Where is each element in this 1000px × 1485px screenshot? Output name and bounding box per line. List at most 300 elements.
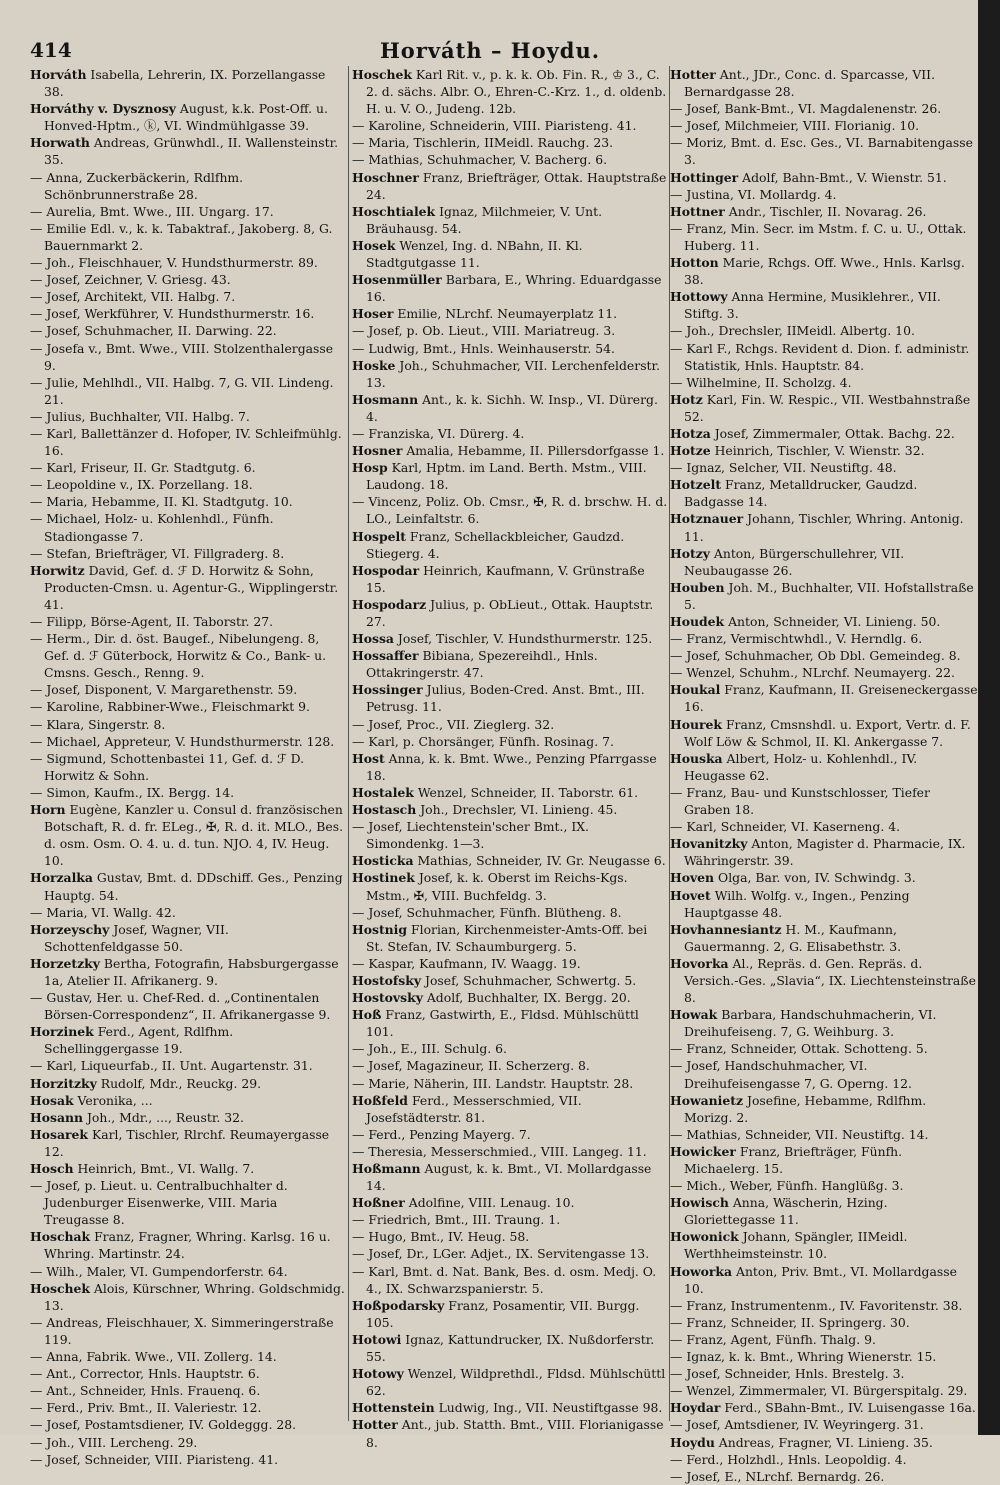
directory-entry — [30, 562, 345, 613]
entry-surname: Hostovsky — [352, 990, 423, 1006]
entry-surname: Hoschak — [30, 1229, 91, 1245]
entry-surname: Howak — [670, 1007, 718, 1023]
entry-text: — Mathias, Schneider, VII. Neustiftg. 14. — [670, 1126, 929, 1142]
directory-entry — [670, 100, 978, 117]
entry-surname: Hosner — [352, 443, 403, 459]
directory-entry — [670, 1228, 978, 1262]
directory-entry — [352, 271, 668, 305]
entry-text: Anton, Priv. Bmt., VI. Mollardgasse 10. — [684, 1263, 957, 1296]
directory-entry — [670, 1126, 978, 1143]
directory-entry — [352, 1194, 668, 1211]
directory-entry — [670, 579, 978, 613]
entry-text: Wenzel, Schneider, II. Taborstr. 61. — [417, 784, 639, 800]
directory-entry — [670, 613, 978, 630]
directory-entry — [352, 972, 668, 989]
entry-text: David, Gef. d. ℱ D. Horwitz & Sohn, Producten-Cmsn. u. Agentur-G., Wipplingerstr. 41. — [44, 562, 339, 612]
entry-text: Andreas, Grünwhdl., II. Wallensteinstr. 35. — [44, 135, 339, 168]
entry-text: Rudolf, Mdr., Reuckg. 29. — [100, 1075, 262, 1091]
directory-entry — [670, 835, 978, 869]
entry-text: — Karl, Schneider, VI. Kaserneng. 4. — [670, 819, 901, 835]
entry-text: — Josef, Bank-Bmt., VI. Magdalenenstr. 26. — [670, 101, 942, 117]
entry-surname: Hottenstein — [352, 1400, 435, 1416]
entry-surname: Hoske — [352, 357, 396, 373]
entry-surname: Howonick — [670, 1229, 739, 1245]
directory-entry — [352, 169, 668, 203]
entry-text: Julius, p. ObLieut., Ottak. Hauptstr. 27. — [366, 596, 654, 629]
directory-entry — [30, 869, 345, 903]
entry-surname: Hoven — [670, 870, 715, 886]
entry-surname: Hotowi — [352, 1331, 402, 1347]
page-header — [0, 38, 980, 68]
entry-surname: Hosek — [352, 237, 396, 253]
directory-entry — [670, 1040, 978, 1057]
entry-text: — Ferd., Holzhdl., Hnls. Leopoldig. 4. — [670, 1451, 907, 1467]
directory-entry — [352, 596, 668, 630]
column-divider — [348, 66, 349, 1421]
entry-text: Wenzel, Ing. d. NBahn, II. Kl. Stadtgutgasse 11. — [366, 237, 583, 271]
entry-text: — Ignaz, k. k. Bmt., Whring Wienerstr. 15. — [670, 1349, 937, 1365]
directory-entry — [670, 1314, 978, 1331]
directory-entry — [30, 510, 345, 544]
entry-text: Andr., Tischler, II. Novarag. 26. — [728, 203, 927, 219]
directory-entry — [670, 1057, 978, 1091]
entry-text: Alois, Kürschner, Whring. Goldschmidg. 13. — [44, 1280, 345, 1313]
entry-surname: Hostalek — [352, 784, 414, 800]
directory-entry — [352, 1075, 668, 1092]
entry-text: — Josefa v., Bmt. Wwe., VIII. Stolzenthalergasse 9. — [30, 340, 334, 373]
directory-entry — [670, 545, 978, 579]
entry-surname: Hosmann — [352, 391, 419, 407]
entry-surname: Hossa — [352, 631, 394, 647]
entry-text: — Ant., Corrector, Hnls. Hauptstr. 6. — [30, 1366, 260, 1382]
entry-surname: Hotton — [670, 255, 719, 271]
directory-entry — [670, 750, 978, 784]
directory-entry — [670, 476, 978, 510]
entry-surname: Hospodarz — [352, 596, 427, 612]
directory-entry — [670, 1399, 978, 1416]
entry-text: Josef, Schuhmacher, Schwertg. 5. — [424, 972, 637, 988]
entry-text: Albert, Holz- u. Kohlenhdl., IV. Heugasse 62. — [684, 750, 918, 783]
entry-text: H. M., Kaufmann, Gauermanng. 2, G. Elisabethstr. 3. — [684, 921, 902, 954]
entry-surname: Host — [352, 750, 385, 766]
entry-text: Franz, Briefträger, Fünfh. Michaelerg. 15. — [684, 1143, 903, 1176]
column-3 — [670, 66, 978, 1484]
directory-entry — [670, 425, 978, 442]
directory-entry — [30, 203, 345, 220]
directory-entry — [352, 1211, 668, 1228]
entry-text: — Maria, VI. Wallg. 42. — [30, 904, 176, 920]
directory-entry — [30, 630, 345, 681]
entry-text: — Anna, Zuckerbäckerin, Rdlfhm. Schönbrunnerstraße 28. — [30, 169, 244, 202]
entry-text: Veronika, ... — [77, 1092, 153, 1108]
directory-entry — [30, 904, 345, 921]
directory-entry — [352, 322, 668, 339]
entry-surname: Hoßpodarsky — [352, 1297, 445, 1313]
directory-entry — [30, 545, 345, 562]
directory-entry — [670, 818, 978, 835]
entry-text: — Aurelia, Bmt. Wwe., III. Ungarg. 17. — [30, 203, 274, 219]
entry-text: Franz, Metalldrucker, Gaudzd. Badgasse 14. — [684, 477, 918, 510]
directory-entry — [30, 1092, 345, 1109]
directory-entry — [30, 733, 345, 750]
directory-entry — [30, 1434, 345, 1451]
entry-text: — Josef, Architekt, VII. Halbg. 7. — [30, 289, 236, 305]
entry-text: — Moriz, Bmt. d. Esc. Ges., VI. Barnabitengasse 3. — [670, 135, 973, 168]
entry-text: — Julie, Mehlhdl., VII. Halbg. 7, G. VII. Lindeng. 21. — [30, 374, 334, 407]
entry-text: — Karl, Bmt. d. Nat. Bank, Bes. d. osm. Medj. O. 4., IX. Schwarzspanierstr. 5. — [352, 1263, 657, 1296]
directory-entry — [30, 288, 345, 305]
directory-entry — [352, 237, 668, 271]
entry-text: Franz, Kaufmann, II. Greiseneckergasse 16. — [684, 682, 978, 715]
directory-entry — [30, 750, 345, 784]
entry-text: Ant., jub. Statth. Bmt., VIII. Florianigasse 8. — [366, 1417, 664, 1450]
entry-text: Anna Hermine, Musiklehrer., VII. Stiftg. 3. — [684, 289, 941, 322]
directory-entry — [352, 904, 668, 921]
directory-entry — [670, 1348, 978, 1365]
entry-surname: Hottowy — [670, 289, 728, 305]
directory-entry — [30, 1382, 345, 1399]
entry-surname: Hovorka — [670, 955, 729, 971]
entry-text: August, k.k. Post-Off. u. Honved-Hptm., ⓚ, VI. Windmühlgasse 39. — [44, 101, 328, 134]
entry-text: — Josef, Postamtsdiener, IV. Goldeggg. 28. — [30, 1417, 297, 1433]
directory-entry — [30, 784, 345, 801]
entry-text: — Joh., Fleischhauer, V. Hundsthurmerstr. 89. — [30, 255, 318, 271]
entry-text: — Joh., E., III. Schulg. 6. — [352, 1041, 507, 1057]
directory-entry — [30, 425, 345, 459]
entry-text: Wilh. Wolfg. v., Ingen., Penzing Hauptgasse 48. — [684, 887, 910, 920]
directory-entry — [670, 254, 978, 288]
directory-entry — [670, 1177, 978, 1194]
directory-entry — [352, 493, 668, 527]
directory-entry — [352, 681, 668, 715]
directory-entry — [30, 374, 345, 408]
entry-text: — Josef, Milchmeier, VIII. Florianig. 10. — [670, 118, 920, 134]
entry-text: — Karl F., Rchgs. Revident d. Dion. f. administr. Statistik, Hnls. Hauptstr. 84. — [670, 340, 970, 373]
directory-entry — [30, 1416, 345, 1433]
entry-surname: Hosenmüller — [352, 272, 442, 288]
directory-entry — [352, 459, 668, 493]
directory-entry — [670, 186, 978, 203]
entry-surname: Hotter — [670, 67, 716, 82]
entry-surname: Hotowy — [352, 1366, 404, 1382]
entry-surname: Hosarek — [30, 1126, 88, 1142]
entry-surname: Hosann — [30, 1109, 83, 1125]
entry-text: — Michael, Holz- u. Kohlenhdl., Fünfh. Stadiongasse 7. — [30, 511, 274, 544]
entry-text: Josefine, Hebamme, Rdlfhm. Morizg. 2. — [684, 1092, 927, 1125]
entry-surname: Howisch — [670, 1195, 729, 1211]
entry-surname: Hoschner — [352, 169, 419, 185]
entry-surname: Horn — [30, 802, 66, 818]
directory-entry — [352, 869, 668, 903]
directory-entry — [352, 340, 668, 357]
directory-entry — [670, 391, 978, 425]
entry-text: Josef, Wagner, VII. Schottenfeldgasse 50. — [44, 921, 229, 954]
directory-entry — [670, 1416, 978, 1433]
entry-text: — Wilh., Maler, VI. Gumpendorferstr. 64. — [30, 1263, 288, 1279]
entry-text: — Franz, Schneider, II. Springerg. 30. — [670, 1314, 910, 1330]
entry-text: Joh. M., Buchhalter, VII. Hofstallstraße 5. — [684, 579, 974, 612]
entry-surname: Horzinek — [30, 1024, 94, 1040]
entry-text: Heinrich, Kaufmann, V. Grünstraße 15. — [366, 562, 645, 595]
directory-entry — [352, 1331, 668, 1365]
entry-text: — Emilie Edl. v., k. k. Tabaktraf., Jakoberg. 8, G. Bauernmarkt 2. — [30, 220, 333, 253]
directory-entry — [670, 1297, 978, 1314]
entry-text: Amalia, Hebamme, II. Pillersdorfgasse 1. — [406, 443, 665, 459]
entry-text: — Karl, Friseur, II. Gr. Stadtgutg. 6. — [30, 460, 256, 476]
entry-text: — Josef, Werkführer, V. Hundsthurmerstr. 16. — [30, 306, 315, 322]
entry-text: Franz, Briefträger, Ottak. Hauptstraße 24. — [366, 169, 667, 202]
entry-text: Karl Rit. v., p. k. k. Ob. Fin. R., ♔ 3., C. 2. d. sächs. Albr. O., Ehren-C.-Krz. 1., d. oldenb. H. u. V. O., Judeng. 12b. — [366, 67, 667, 117]
entry-text: — Joh., VIII. Lercheng. 29. — [30, 1434, 198, 1450]
entry-surname: Hovet — [670, 887, 711, 903]
directory-entry — [30, 408, 345, 425]
directory-entry — [352, 1092, 668, 1126]
entry-text: — Franz, Agent, Fünfh. Thalg. 9. — [670, 1331, 876, 1347]
directory-entry — [30, 100, 345, 134]
entry-text: Ant., k. k. Sichh. W. Insp., VI. Dürerg. 4. — [366, 391, 658, 424]
entry-text: — Sigmund, Schottenbastei 11, Gef. d. ℱ D. Horwitz & Sohn. — [30, 750, 305, 783]
entry-text: — Hugo, Bmt., IV. Heug. 58. — [352, 1229, 530, 1245]
entry-surname: Hoschek — [352, 67, 412, 82]
entry-text: Ferd., SBahn-Bmt., IV. Luisengasse 16a. — [724, 1400, 976, 1416]
directory-entry — [30, 955, 345, 989]
directory-entry — [30, 1348, 345, 1365]
entry-text: — Ludwig, Bmt., Hnls. Weinhauserstr. 54. — [352, 340, 615, 356]
entry-text: — Josef, Schneider, VIII. Piaristeng. 41. — [30, 1451, 279, 1467]
entry-text: Karl, Hptm. im Land. Berth. Mstm., VIII. Laudong. 18. — [366, 460, 647, 493]
entry-text: Bibiana, Spezereihdl., Hnls. Ottakringerstr. 47. — [366, 648, 598, 681]
entry-text: — Ignaz, Selcher, VII. Neustiftg. 48. — [670, 460, 897, 476]
directory-entry — [670, 1194, 978, 1228]
entry-text: — Anna, Fabrik. Wwe., VII. Zollerg. 14. — [30, 1349, 277, 1365]
directory-entry — [30, 1365, 345, 1382]
entry-text: Josef, Zimmermaler, Ottak. Bachg. 22. — [714, 425, 955, 441]
entry-text: — Ferd., Priv. Bmt., II. Valeriestr. 12. — [30, 1400, 262, 1416]
entry-text: Karl, Fin. W. Respic., VII. Westbahnstraße 52. — [684, 391, 971, 424]
entry-text: — Leopoldine v., IX. Porzellang. 18. — [30, 477, 253, 493]
directory-entry — [670, 681, 978, 715]
entry-text: Heinrich, Tischler, V. Wienstr. 32. — [714, 443, 925, 459]
entry-surname: Hourek — [670, 716, 722, 732]
entry-text: Josef, Tischler, V. Hundsthurmerstr. 125. — [397, 631, 653, 647]
directory-entry — [352, 1228, 668, 1245]
directory-entry — [670, 1143, 978, 1177]
entry-surname: Houdek — [670, 614, 725, 629]
entry-text: — Josef, Dr., LGer. Adjet., IX. Servitengasse 13. — [352, 1246, 650, 1262]
directory-entry — [30, 305, 345, 322]
entry-surname: Hostasch — [352, 802, 417, 818]
entry-text: Joh., Mdr., ..., Reustr. 32. — [86, 1109, 244, 1125]
entry-text: — Wenzel, Zimmermaler, VI. Bürgerspitalg. 29. — [670, 1383, 968, 1399]
entry-surname: Horzalka — [30, 870, 93, 886]
directory-entry — [352, 716, 668, 733]
entry-text: Bertha, Fotografin, Habsburgergasse 1a, Atelier II. Afrikanerg. 9. — [44, 955, 339, 988]
directory-entry — [670, 1092, 978, 1126]
directory-entry — [352, 818, 668, 852]
entry-surname: Houska — [670, 750, 723, 766]
entry-text: — Theresia, Messerschmied., VIII. Langeg. 11. — [352, 1143, 647, 1159]
directory-entry — [30, 1280, 345, 1314]
entry-text: — Vincenz, Poliz. Ob. Cmsr., ✠, R. d. brschw. H. d. LO., Leinfaltstr. 6. — [352, 494, 668, 527]
directory-entry — [670, 66, 978, 100]
directory-entry — [30, 1109, 345, 1126]
entry-text: — Franz, Bau- und Kunstschlosser, Tiefer Graben 18. — [670, 784, 930, 818]
entry-text: Heinrich, Bmt., VI. Wallg. 7. — [77, 1161, 255, 1176]
directory-entry — [352, 989, 668, 1006]
entry-surname: Hoschtialek — [352, 203, 436, 219]
directory-entry — [30, 801, 345, 869]
entry-text: Johann, Tischler, Whring. Antonig. 11. — [684, 511, 964, 544]
entry-text: — Gustav, Her. u. Chef-Red. d. „Continentalen Börsen-Correspondenz“, II. Afrikanergasse 9. — [30, 990, 331, 1023]
entry-text: Anton, Bürgerschullehrer, VII. Neubaugasse 26. — [684, 545, 905, 578]
entry-text: — Joh., Drechsler, IIMeidl. Albertg. 10. — [670, 323, 915, 339]
directory-entry — [352, 1416, 668, 1450]
entry-surname: Howanietz — [670, 1092, 744, 1108]
entry-text: — Klara, Singerstr. 8. — [30, 716, 166, 732]
directory-entry — [352, 442, 668, 459]
entry-text: — Josef, p. Ob. Lieut., VIII. Mariatreug. 3. — [352, 323, 616, 339]
entry-surname: Houben — [670, 579, 725, 595]
entry-text: — Josef, Schneider, Hnls. Brestelg. 3. — [670, 1366, 905, 1382]
directory-entry — [352, 801, 668, 818]
directory-entry — [352, 921, 668, 955]
directory-entry — [30, 716, 345, 733]
directory-entry — [352, 562, 668, 596]
directory-entry — [352, 66, 668, 117]
directory-entry — [670, 784, 978, 818]
entry-text: — Karoline, Schneiderin, VIII. Piaristeng. 41. — [352, 118, 637, 134]
entry-text: — Josef, Schuhmacher, Ob Dbl. Gemeindeg. 8. — [670, 648, 961, 664]
directory-entry — [352, 134, 668, 151]
directory-entry — [30, 459, 345, 476]
entry-surname: Hosak — [30, 1092, 74, 1108]
entry-text: — Julius, Buchhalter, VII. Halbg. 7. — [30, 408, 250, 424]
directory-entry — [30, 340, 345, 374]
entry-text: Joh., Schuhmacher, VII. Lerchenfelderstr. 13. — [366, 357, 661, 390]
entry-surname: Hotze — [670, 443, 711, 459]
entry-surname: Hotzelt — [670, 477, 722, 493]
entry-text: — Karl, Liqueurfab., II. Unt. Augartenstr. 31. — [30, 1058, 313, 1074]
entry-text: Joh., Drechsler, VI. Linieng. 45. — [420, 802, 618, 818]
entry-text: — Franz, Instrumentenm., IV. Favoritenstr. 38. — [670, 1297, 963, 1313]
entry-text: Karl, Tischler, Rlrchf. Reumayergasse 12. — [44, 1126, 330, 1159]
directory-entry — [352, 955, 668, 972]
entry-text: Adolfine, VIII. Lenaug. 10. — [408, 1195, 575, 1211]
entry-surname: Hossinger — [352, 682, 423, 698]
entry-text: Isabella, Lehrerin, IX. Porzellangasse 38. — [44, 67, 326, 100]
directory-entry — [352, 647, 668, 681]
entry-text: Andreas, Fragner, VI. Linieng. 35. — [718, 1434, 933, 1450]
directory-entry — [352, 1399, 668, 1416]
entry-text: Anna, Wäscherin, Hzing. Gloriettegasse 11. — [684, 1195, 888, 1228]
directory-entry — [30, 1263, 345, 1280]
entry-text: — Josef, Magazineur, II. Scherzerg. 8. — [352, 1058, 590, 1074]
entry-text: Julius, Boden-Cred. Anst. Bmt., III. Petrusg. 11. — [366, 682, 645, 715]
directory-entry — [352, 630, 668, 647]
entry-text: — Maria, Hebamme, II. Kl. Stadtgutg. 10. — [30, 494, 293, 510]
directory-entry — [30, 1057, 345, 1074]
directory-entry — [30, 1228, 345, 1262]
directory-entry — [352, 1040, 668, 1057]
entry-text: Emilie, NLrchf. Neumayerplatz 11. — [397, 306, 618, 322]
directory-entry — [30, 1399, 345, 1416]
entry-surname: Hotzy — [670, 545, 710, 561]
entry-text: — Justina, VI. Mollardg. 4. — [670, 186, 837, 202]
directory-entry — [670, 459, 978, 476]
entry-text: Adolf, Buchhalter, IX. Bergg. 20. — [426, 990, 631, 1006]
entry-text: Anton, Schneider, VI. Linieng. 50. — [728, 614, 941, 629]
directory-entry — [30, 1314, 345, 1348]
directory-entry — [352, 203, 668, 237]
entry-text: Anna, k. k. Bmt. Wwe., Penzing Pfarrgasse 18. — [366, 750, 657, 783]
entry-text: August, k. k. Bmt., VI. Mollardgasse 14. — [366, 1161, 652, 1194]
entry-text: — Filipp, Börse-Agent, II. Taborstr. 27. — [30, 614, 274, 629]
entry-text: Marie, Rchgs. Off. Wwe., Hnls. Karlsg. 38. — [684, 255, 965, 288]
entry-text: — Maria, Tischlerin, IIMeidl. Rauchg. 23. — [352, 135, 614, 151]
directory-entry — [30, 169, 345, 203]
entry-text: — Josef, Disponent, V. Margarethenstr. 59. — [30, 682, 298, 698]
entry-text: — Karoline, Rabbiner-Wwe., Fleischmarkt 9. — [30, 699, 310, 715]
entry-text: Ignaz, Milchmeier, V. Unt. Bräuhausg. 54. — [366, 203, 603, 236]
entry-text: — Franz, Min. Secr. im Mstm. f. C. u. U., Ottak. Huberg. 11. — [670, 220, 967, 253]
directory-entry — [670, 442, 978, 459]
directory-entry — [30, 1160, 345, 1177]
directory-entry — [670, 1468, 978, 1485]
entry-text: — Karl, p. Chorsänger, Fünfh. Rosinag. 7. — [352, 733, 614, 749]
entry-surname: Howorka — [670, 1263, 733, 1279]
entry-text: — Marie, Näherin, III. Landstr. Hauptstr. 28. — [352, 1075, 634, 1091]
directory-entry — [670, 630, 978, 647]
directory-entry — [30, 476, 345, 493]
directory-entry — [30, 134, 345, 168]
entry-surname: Hottinger — [670, 169, 739, 185]
directory-entry — [670, 1331, 978, 1348]
directory-entry — [670, 117, 978, 134]
directory-entry — [670, 1263, 978, 1297]
entry-text: Franz, Gastwirth, E., Fldsd. Mühlschüttl 101. — [366, 1007, 639, 1040]
directory-entry — [30, 613, 345, 630]
directory-entry — [670, 288, 978, 322]
directory-entry — [30, 1126, 345, 1160]
directory-entry — [352, 784, 668, 801]
entry-text: Adolf, Bahn-Bmt., V. Wienstr. 51. — [742, 169, 947, 185]
directory-entry — [670, 887, 978, 921]
entry-text: — Wilhelmine, II. Scholzg. 4. — [670, 374, 852, 390]
directory-entry — [30, 66, 345, 100]
entry-text: — Simon, Kaufm., IX. Bergg. 14. — [30, 784, 235, 800]
entry-text: — Ferd., Penzing Mayerg. 7. — [352, 1126, 531, 1142]
entry-text: — Herm., Dir. d. öst. Baugef., Nibelungeng. 8, Gef. d. ℱ Güterbock, Horwitz & Co., Bank- u. Cmsns. Gesch., Renng. 9. — [30, 631, 327, 681]
entry-surname: Hotz — [670, 391, 703, 407]
directory-entry — [352, 425, 668, 442]
directory-entry — [30, 921, 345, 955]
entry-text: Wenzel, Wildprethdl., Fldsd. Mühlschüttl 62. — [366, 1366, 666, 1399]
entry-surname: Horzetzky — [30, 955, 100, 971]
entry-text: Franz, Schellackbleicher, Gaudzd. Stiegerg. 4. — [366, 528, 625, 561]
entry-surname: Horzeyschy — [30, 921, 110, 937]
directory-entry — [30, 1177, 345, 1228]
entry-surname: Hoßfeld — [352, 1092, 408, 1108]
entry-text: — Franz, Schneider, Ottak. Schotteng. 5. — [670, 1041, 928, 1057]
directory-entry — [30, 254, 345, 271]
entry-surname: Hoschek — [30, 1280, 90, 1296]
directory-entry — [352, 1160, 668, 1194]
entry-text: — Mich., Weber, Fünfh. Hanglüßg. 3. — [670, 1178, 904, 1194]
directory-entry — [670, 1006, 978, 1040]
entry-text: Barbara, E., Whring. Eduardgasse 16. — [366, 272, 662, 305]
entry-text: — Josef, Zeichner, V. Griesg. 43. — [30, 272, 231, 288]
entry-text: Franz, Cmsnshdl. u. Export, Vertr. d. F. Wolf Löw & Schmol, II. Kl. Ankergasse 7. — [684, 716, 971, 749]
